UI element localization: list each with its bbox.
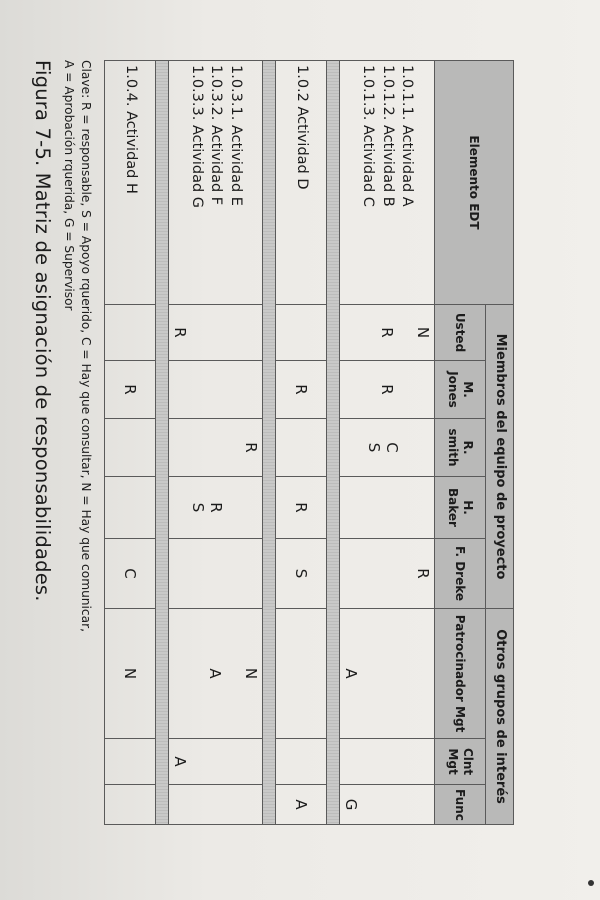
value: R — [170, 327, 189, 338]
team-group-header: Miembros del equipo de proyecto — [485, 305, 513, 609]
cell-dreke — [168, 539, 263, 609]
row-label: 1.0.4. Actividad H — [105, 61, 156, 305]
cell-jones — [340, 361, 435, 419]
shaded-band — [263, 61, 276, 825]
value: A — [342, 668, 361, 679]
cell-patrocinador — [276, 609, 327, 739]
cell-clnt — [340, 739, 435, 785]
cell-baker — [168, 477, 263, 539]
value: R — [413, 568, 432, 579]
value: R — [206, 502, 225, 513]
col-header-baker: H. Baker — [434, 477, 485, 539]
cell-dreke — [340, 539, 435, 609]
cell-dreke: S — [276, 539, 327, 609]
value: N — [242, 667, 261, 680]
row-label: 1.0.1.1. Actividad A — [399, 65, 416, 207]
value: R — [377, 327, 396, 338]
row-label: 1.0.3.3. Actividad G — [188, 65, 205, 209]
cell-dreke: C — [105, 539, 156, 609]
cell-baker: R — [276, 477, 327, 539]
cell-jones: R — [276, 361, 327, 419]
cell-func — [168, 785, 263, 825]
col-header-patrocinador: Patrocinador Mgt — [434, 609, 485, 739]
col-header-usted: Usted — [434, 305, 485, 361]
cell-smith — [276, 419, 327, 477]
cell-usted — [276, 305, 327, 361]
value: S — [364, 442, 383, 453]
cell-usted — [340, 305, 435, 361]
key-line: A = Aprobación rquerida, G = Supervisor — [62, 60, 76, 311]
cell-patrocinador — [340, 609, 435, 739]
col-header-clnt: Clnt Mgt — [434, 739, 485, 785]
cell-func: A — [276, 785, 327, 825]
table-row — [340, 61, 435, 825]
cell-func — [340, 785, 435, 825]
col-header-func: Func — [434, 785, 485, 825]
value: S — [188, 502, 207, 513]
shaded-band — [156, 61, 169, 825]
row-label: 1.0.2 Actividad D — [276, 61, 327, 305]
header-group-row — [485, 61, 513, 825]
legend-key — [60, 60, 94, 860]
key-line: Clave: R = responsable, S = Apoyo rquerido, C = Hay que consultar, N = Hay que comunicar, — [79, 60, 93, 632]
cell-clnt — [168, 739, 263, 785]
value: G — [342, 798, 361, 811]
cell-baker — [340, 477, 435, 539]
col-header-dreke: F. Dreke — [434, 539, 485, 609]
row-label-group-3 — [168, 61, 263, 305]
row-label: 1.0.1.3. Actividad C — [360, 65, 377, 207]
wbs-header: Elemento EDT — [434, 61, 513, 305]
value: N — [413, 326, 432, 339]
row-label: 1.0.3.1. Actividad E — [228, 65, 245, 206]
value: A — [206, 668, 225, 679]
shaded-band — [327, 61, 340, 825]
cell-clnt — [276, 739, 327, 785]
figure-caption: Figura 7-5. Matriz de asignación de responsabilidades. — [31, 60, 54, 602]
col-header-jones: M. Jones — [434, 361, 485, 419]
cell-smith — [340, 419, 435, 477]
cell-baker — [105, 477, 156, 539]
cell-patrocinador — [168, 609, 263, 739]
value: A — [170, 756, 189, 767]
cell-usted — [168, 305, 263, 361]
table-row — [168, 61, 263, 825]
cell-clnt — [105, 739, 156, 785]
col-header-smith: R. smith — [434, 419, 485, 477]
cell-smith — [168, 419, 263, 477]
responsibility-matrix — [104, 60, 514, 825]
cell-jones: R — [105, 361, 156, 419]
value: C — [382, 442, 401, 453]
cell-jones — [168, 361, 263, 419]
table-row — [105, 61, 156, 825]
cell-func — [105, 785, 156, 825]
row-label: 1.0.1.2. Actividad B — [379, 65, 396, 207]
value: R — [242, 442, 261, 453]
stakeholder-group-header: Otros grupos de interés — [485, 609, 513, 825]
table-row — [276, 61, 327, 825]
row-label-group-1 — [340, 61, 435, 305]
value: R — [377, 384, 396, 395]
cell-smith — [105, 419, 156, 477]
row-label: 1.0.3.2. Actividad F — [208, 65, 225, 206]
page-mark — [588, 880, 594, 886]
cell-patrocinador: N — [105, 609, 156, 739]
cell-usted — [105, 305, 156, 361]
